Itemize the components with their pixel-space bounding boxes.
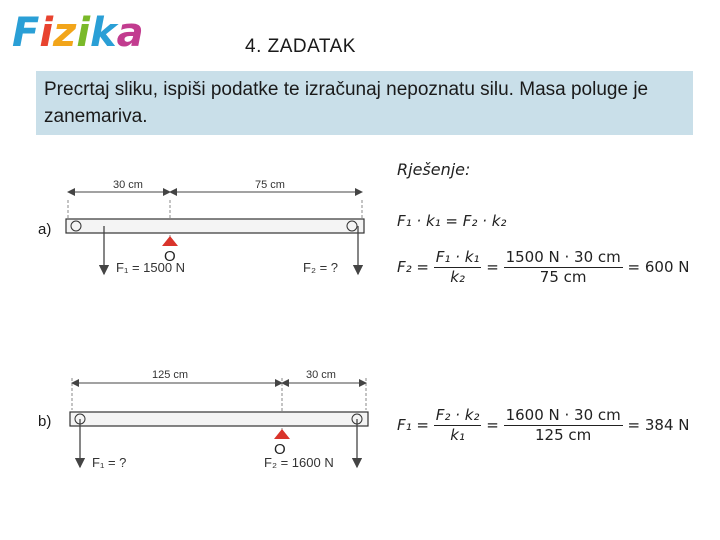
figure-b xyxy=(70,369,368,470)
label-b: b) xyxy=(38,413,52,430)
dim-right-label-a: 75 cm xyxy=(255,179,285,191)
solution-b-formula-fraction xyxy=(434,406,482,445)
force-f1-label-b: F₁ = ? xyxy=(92,455,127,470)
solution-heading: Rješenje: xyxy=(397,160,471,179)
solution-a-formula-fraction xyxy=(434,248,482,287)
lever-bar-b xyxy=(70,412,368,426)
force-f1-label-a: F₁ = 1500 N xyxy=(116,260,186,275)
solution-b-result: = 384 N xyxy=(627,416,690,434)
page-title: 4. ZADATAK xyxy=(245,36,356,57)
solution-b-lhs: F₁ = xyxy=(397,416,429,434)
solution-a-formula-den: k₂ xyxy=(450,268,465,286)
solution-b-formula-num: F₂ · k₂ xyxy=(435,406,480,424)
solution-a-lhs: F₂ = xyxy=(397,258,429,276)
label-a: a) xyxy=(38,221,52,238)
solution-a xyxy=(397,248,690,287)
lever-equation: F₁ · k₁ = F₂ · k₂ xyxy=(397,212,507,230)
solution-a-result: = 600 N xyxy=(627,258,690,276)
logo-letter: F xyxy=(12,10,40,56)
solution-b-value-den: 125 cm xyxy=(535,426,592,444)
solution-a-value-num: 1500 N · 30 cm xyxy=(505,248,621,266)
solution-a-formula-num: F₁ · k₁ xyxy=(435,248,480,266)
force-f2-label-b: F₂ = 1600 N xyxy=(264,455,334,470)
logo-letter: i xyxy=(39,10,54,56)
logo-letter: k xyxy=(90,10,117,56)
pivot-triangle-b xyxy=(274,429,290,439)
pivot-triangle-a xyxy=(162,236,178,246)
solution-b-value-num: 1600 N · 30 cm xyxy=(505,406,621,424)
pivot-label-a: O xyxy=(164,248,176,265)
dim-right-label-b: 30 cm xyxy=(306,369,336,381)
task-text: Precrtaj sliku, ispiši podatke te izračunaj nepoznatu silu. Masa poluge je zanemariva. xyxy=(44,79,649,127)
solution-b-formula-den: k₁ xyxy=(450,426,465,444)
logo-letter: i xyxy=(76,10,91,56)
figure-a xyxy=(66,179,364,275)
lever-bar-a xyxy=(66,219,364,233)
solution-a-value-fraction xyxy=(504,248,623,287)
solution-b-eq-sign: = xyxy=(486,416,499,434)
solution-a-eq-sign: = xyxy=(486,258,499,276)
pivot-label-b: O xyxy=(274,441,286,458)
logo-letter: a xyxy=(116,10,144,56)
logo-letter: z xyxy=(53,10,77,56)
solution-a-value-den: 75 cm xyxy=(539,268,587,286)
solution-b xyxy=(397,406,690,445)
dim-left-label-b: 125 cm xyxy=(152,369,189,381)
force-f2-label-a: F₂ = ? xyxy=(303,260,339,275)
solution-b-value-fraction xyxy=(504,406,623,445)
dim-left-label-a: 30 cm xyxy=(113,179,143,191)
